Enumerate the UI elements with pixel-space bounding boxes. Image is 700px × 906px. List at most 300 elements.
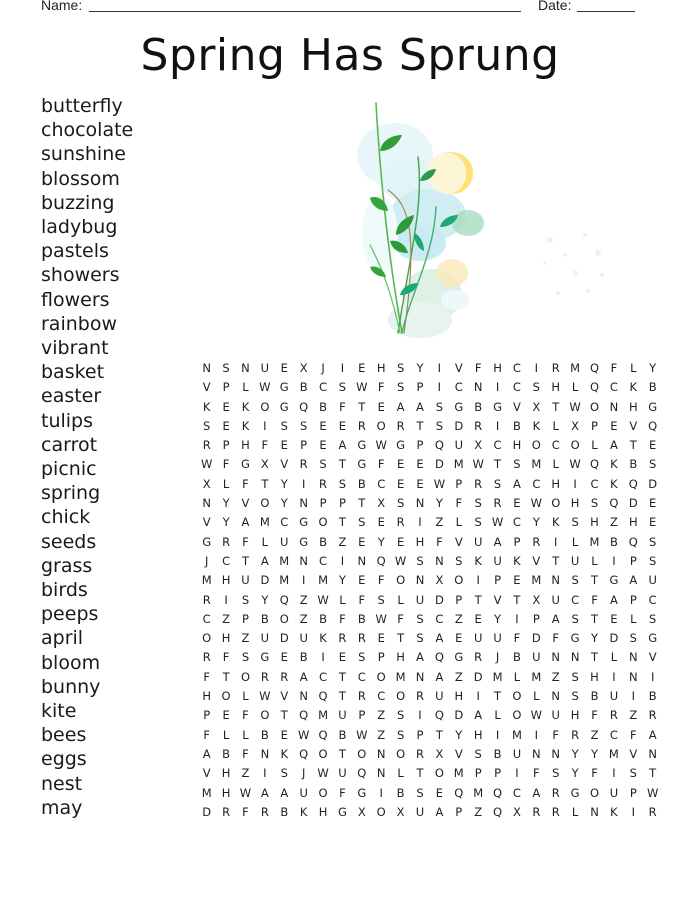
- grid-letter[interactable]: K: [610, 457, 618, 472]
- grid-letter[interactable]: K: [532, 418, 541, 433]
- grid-letter[interactable]: H: [551, 380, 561, 395]
- grid-letter[interactable]: P: [591, 418, 598, 433]
- grid-letter[interactable]: C: [648, 592, 657, 607]
- grid-letter[interactable]: P: [203, 708, 211, 723]
- grid-letter[interactable]: X: [532, 399, 541, 414]
- grid-letter[interactable]: S: [358, 515, 366, 530]
- grid-letter[interactable]: I: [534, 727, 539, 742]
- grid-letter[interactable]: W: [569, 399, 581, 414]
- grid-letter[interactable]: O: [589, 785, 600, 800]
- grid-letter[interactable]: N: [609, 399, 619, 414]
- grid-letter[interactable]: C: [512, 361, 521, 375]
- grid-letter[interactable]: N: [570, 650, 580, 665]
- grid-letter[interactable]: T: [358, 496, 366, 511]
- grid-letter[interactable]: U: [570, 553, 580, 568]
- grid-letter[interactable]: G: [299, 515, 309, 530]
- grid-letter[interactable]: S: [358, 650, 366, 665]
- grid-letter[interactable]: U: [493, 553, 502, 568]
- grid-letter[interactable]: B: [493, 746, 502, 761]
- grid-letter[interactable]: F: [552, 727, 560, 742]
- grid-letter[interactable]: Z: [299, 592, 308, 607]
- grid-letter[interactable]: Q: [299, 746, 309, 761]
- grid-letter[interactable]: M: [453, 457, 464, 472]
- grid-letter[interactable]: N: [551, 689, 561, 704]
- grid-letter[interactable]: H: [570, 496, 580, 511]
- grid-letter[interactable]: V: [629, 418, 638, 433]
- grid-letter[interactable]: U: [338, 708, 347, 723]
- grid-letter[interactable]: M: [608, 746, 619, 761]
- grid-letter[interactable]: A: [513, 476, 521, 491]
- grid-letter[interactable]: L: [533, 689, 540, 704]
- grid-letter[interactable]: Y: [590, 746, 599, 761]
- grid-letter[interactable]: R: [260, 804, 269, 819]
- grid-letter[interactable]: G: [493, 399, 503, 414]
- grid-letter[interactable]: E: [222, 708, 230, 723]
- grid-letter[interactable]: A: [435, 631, 444, 646]
- grid-letter[interactable]: U: [299, 785, 308, 800]
- grid-letter[interactable]: X: [357, 804, 366, 819]
- grid-letter[interactable]: D: [434, 457, 444, 472]
- grid-letter[interactable]: A: [435, 804, 444, 819]
- grid-letter[interactable]: T: [280, 708, 288, 723]
- grid-letter[interactable]: D: [260, 573, 270, 588]
- grid-letter[interactable]: R: [571, 727, 580, 742]
- grid-letter[interactable]: T: [397, 631, 405, 646]
- grid-letter[interactable]: F: [591, 708, 598, 723]
- name-blank-line[interactable]: [89, 11, 521, 12]
- grid-letter[interactable]: U: [338, 766, 347, 781]
- grid-letter[interactable]: A: [416, 399, 424, 414]
- grid-letter[interactable]: S: [435, 399, 444, 414]
- grid-letter[interactable]: P: [242, 611, 249, 626]
- grid-letter[interactable]: T: [338, 746, 346, 761]
- grid-letter[interactable]: R: [648, 804, 657, 819]
- grid-letter[interactable]: F: [339, 611, 346, 626]
- grid-letter[interactable]: R: [299, 457, 308, 472]
- grid-letter[interactable]: S: [299, 418, 308, 433]
- grid-letter[interactable]: I: [379, 785, 383, 800]
- grid-letter[interactable]: N: [260, 746, 270, 761]
- grid-letter[interactable]: S: [338, 380, 347, 395]
- grid-letter[interactable]: H: [493, 361, 502, 375]
- grid-letter[interactable]: Y: [571, 766, 579, 781]
- grid-letter[interactable]: E: [649, 515, 657, 530]
- grid-letter[interactable]: W: [433, 476, 446, 491]
- grid-letter[interactable]: Y: [494, 611, 502, 626]
- grid-letter[interactable]: S: [416, 785, 424, 800]
- grid-letter[interactable]: S: [338, 476, 347, 491]
- grid-letter[interactable]: B: [357, 611, 366, 626]
- grid-letter[interactable]: Z: [629, 708, 638, 723]
- grid-letter[interactable]: I: [650, 669, 655, 684]
- grid-letter[interactable]: T: [338, 457, 346, 472]
- grid-letter[interactable]: S: [455, 553, 463, 568]
- grid-letter[interactable]: G: [260, 650, 270, 665]
- grid-letter[interactable]: Q: [279, 592, 289, 607]
- grid-letter[interactable]: T: [494, 457, 502, 472]
- grid-letter[interactable]: S: [280, 418, 288, 433]
- grid-letter[interactable]: O: [570, 438, 580, 453]
- grid-letter[interactable]: F: [377, 457, 385, 472]
- grid-letter[interactable]: O: [318, 746, 328, 761]
- grid-letter[interactable]: F: [339, 785, 346, 800]
- grid-letter[interactable]: F: [455, 496, 463, 511]
- grid-letter[interactable]: A: [609, 438, 618, 453]
- grid-letter[interactable]: B: [319, 534, 327, 549]
- grid-letter[interactable]: Y: [435, 496, 443, 511]
- grid-letter[interactable]: F: [339, 399, 346, 414]
- grid-letter[interactable]: F: [591, 766, 598, 781]
- grid-letter[interactable]: P: [222, 380, 230, 395]
- grid-letter[interactable]: B: [474, 399, 483, 414]
- grid-letter[interactable]: E: [513, 496, 521, 511]
- grid-letter[interactable]: D: [628, 496, 638, 511]
- grid-letter[interactable]: H: [221, 631, 231, 646]
- grid-letter[interactable]: E: [649, 496, 657, 511]
- grid-letter[interactable]: S: [571, 515, 579, 530]
- grid-letter[interactable]: N: [299, 496, 308, 511]
- grid-letter[interactable]: A: [202, 746, 211, 761]
- grid-letter[interactable]: P: [629, 553, 637, 568]
- grid-letter[interactable]: T: [513, 592, 521, 607]
- grid-letter[interactable]: M: [453, 766, 464, 781]
- grid-letter[interactable]: M: [531, 457, 542, 472]
- grid-letter[interactable]: E: [610, 418, 618, 433]
- grid-letter[interactable]: I: [340, 553, 345, 568]
- grid-letter[interactable]: V: [648, 650, 657, 665]
- grid-letter[interactable]: C: [512, 785, 521, 800]
- grid-letter[interactable]: T: [338, 515, 346, 530]
- grid-letter[interactable]: W: [530, 708, 543, 723]
- grid-letter[interactable]: X: [513, 804, 521, 819]
- grid-letter[interactable]: S: [571, 669, 579, 684]
- grid-letter[interactable]: T: [435, 727, 443, 742]
- grid-letter[interactable]: Q: [434, 708, 444, 723]
- grid-letter[interactable]: P: [319, 496, 327, 511]
- grid-letter[interactable]: O: [512, 708, 522, 723]
- grid-letter[interactable]: M: [473, 785, 484, 800]
- grid-letter[interactable]: H: [376, 361, 386, 375]
- grid-letter[interactable]: T: [552, 553, 560, 568]
- grid-letter[interactable]: M: [201, 785, 212, 800]
- grid-letter[interactable]: S: [416, 611, 424, 626]
- grid-letter[interactable]: Z: [454, 669, 463, 684]
- grid-letter[interactable]: Y: [338, 573, 346, 588]
- grid-letter[interactable]: A: [435, 669, 444, 684]
- grid-letter[interactable]: H: [628, 515, 638, 530]
- grid-letter[interactable]: W: [259, 689, 271, 704]
- grid-letter[interactable]: I: [224, 592, 228, 607]
- grid-letter[interactable]: S: [571, 689, 579, 704]
- grid-letter[interactable]: Y: [649, 361, 657, 375]
- grid-letter[interactable]: I: [573, 476, 577, 491]
- grid-letter[interactable]: I: [340, 361, 345, 375]
- grid-letter[interactable]: K: [202, 399, 211, 414]
- grid-letter[interactable]: F: [533, 766, 540, 781]
- grid-letter[interactable]: C: [222, 553, 231, 568]
- grid-letter[interactable]: I: [612, 553, 616, 568]
- grid-letter[interactable]: G: [570, 631, 580, 646]
- grid-letter[interactable]: A: [493, 534, 502, 549]
- grid-letter[interactable]: D: [454, 418, 464, 433]
- grid-letter[interactable]: Z: [222, 611, 231, 626]
- grid-letter[interactable]: L: [571, 804, 579, 819]
- grid-letter[interactable]: A: [241, 515, 250, 530]
- grid-letter[interactable]: G: [648, 631, 658, 646]
- grid-letter[interactable]: P: [358, 708, 366, 723]
- grid-letter[interactable]: B: [396, 785, 405, 800]
- grid-letter[interactable]: L: [455, 515, 462, 530]
- grid-letter[interactable]: V: [513, 399, 521, 414]
- grid-letter[interactable]: S: [396, 708, 405, 723]
- grid-letter[interactable]: Q: [299, 708, 309, 723]
- grid-letter[interactable]: C: [319, 380, 328, 395]
- grid-letter[interactable]: O: [396, 573, 406, 588]
- grid-letter[interactable]: O: [221, 689, 231, 704]
- grid-letter[interactable]: L: [610, 650, 618, 665]
- grid-letter[interactable]: L: [630, 611, 637, 626]
- grid-letter[interactable]: U: [609, 785, 619, 800]
- grid-letter[interactable]: A: [532, 785, 541, 800]
- grid-letter[interactable]: B: [280, 804, 289, 819]
- grid-letter[interactable]: F: [513, 631, 521, 646]
- grid-letter[interactable]: X: [474, 438, 483, 453]
- grid-letter[interactable]: U: [473, 631, 483, 646]
- grid-letter[interactable]: H: [221, 785, 231, 800]
- grid-letter[interactable]: Y: [455, 727, 463, 742]
- grid-letter[interactable]: R: [648, 708, 657, 723]
- grid-letter[interactable]: Q: [434, 438, 444, 453]
- grid-letter[interactable]: S: [396, 380, 405, 395]
- grid-letter[interactable]: S: [416, 631, 424, 646]
- grid-letter[interactable]: E: [319, 438, 327, 453]
- grid-letter[interactable]: E: [280, 361, 288, 375]
- grid-letter[interactable]: R: [280, 669, 289, 684]
- grid-letter[interactable]: V: [532, 553, 541, 568]
- grid-letter[interactable]: N: [357, 553, 367, 568]
- grid-letter[interactable]: L: [494, 708, 501, 723]
- grid-letter[interactable]: E: [396, 534, 405, 549]
- grid-letter[interactable]: V: [202, 766, 211, 781]
- grid-letter[interactable]: T: [590, 650, 599, 665]
- grid-letter[interactable]: A: [260, 553, 269, 568]
- grid-letter[interactable]: I: [476, 573, 480, 588]
- grid-letter[interactable]: N: [551, 573, 561, 588]
- grid-letter[interactable]: T: [416, 418, 424, 433]
- grid-letter[interactable]: R: [319, 476, 328, 491]
- grid-letter[interactable]: A: [551, 611, 560, 626]
- grid-letter[interactable]: T: [358, 399, 366, 414]
- grid-letter[interactable]: F: [377, 573, 385, 588]
- grid-letter[interactable]: I: [631, 804, 635, 819]
- grid-letter[interactable]: E: [474, 611, 482, 626]
- grid-letter[interactable]: S: [629, 631, 637, 646]
- grid-letter[interactable]: U: [260, 631, 270, 646]
- grid-letter[interactable]: V: [241, 496, 250, 511]
- grid-letter[interactable]: B: [222, 746, 231, 761]
- grid-letter[interactable]: Z: [338, 534, 347, 549]
- grid-letter[interactable]: E: [416, 476, 424, 491]
- grid-letter[interactable]: M: [511, 727, 522, 742]
- grid-letter[interactable]: F: [436, 534, 443, 549]
- grid-letter[interactable]: T: [552, 399, 560, 414]
- grid-letter[interactable]: P: [416, 727, 424, 742]
- grid-letter[interactable]: P: [377, 650, 385, 665]
- grid-letter[interactable]: V: [202, 380, 211, 395]
- grid-letter[interactable]: N: [628, 650, 638, 665]
- grid-letter[interactable]: V: [202, 515, 211, 530]
- grid-letter[interactable]: E: [513, 573, 521, 588]
- grid-letter[interactable]: B: [513, 418, 521, 433]
- grid-letter[interactable]: S: [377, 592, 385, 607]
- grid-letter[interactable]: S: [474, 746, 482, 761]
- grid-letter[interactable]: Y: [222, 515, 230, 530]
- grid-letter[interactable]: Q: [318, 689, 328, 704]
- grid-letter[interactable]: X: [202, 476, 211, 491]
- grid-letter[interactable]: E: [455, 631, 463, 646]
- grid-letter[interactable]: T: [261, 476, 269, 491]
- grid-letter[interactable]: A: [609, 592, 618, 607]
- grid-letter[interactable]: G: [241, 457, 250, 472]
- grid-letter[interactable]: O: [531, 438, 541, 453]
- grid-letter[interactable]: B: [319, 611, 327, 626]
- grid-letter[interactable]: Q: [589, 457, 600, 472]
- grid-letter[interactable]: L: [397, 766, 404, 781]
- grid-letter[interactable]: W: [530, 496, 543, 511]
- grid-letter[interactable]: E: [338, 418, 347, 433]
- grid-letter[interactable]: O: [318, 515, 328, 530]
- grid-letter[interactable]: C: [319, 669, 328, 684]
- grid-letter[interactable]: P: [513, 534, 521, 549]
- grid-letter[interactable]: F: [358, 592, 366, 607]
- grid-letter[interactable]: Q: [589, 380, 600, 395]
- grid-letter[interactable]: I: [301, 573, 306, 588]
- grid-letter[interactable]: D: [454, 708, 464, 723]
- grid-letter[interactable]: N: [628, 669, 638, 684]
- grid-letter[interactable]: U: [473, 534, 483, 549]
- grid-letter[interactable]: L: [552, 418, 559, 433]
- grid-letter[interactable]: G: [279, 399, 289, 414]
- grid-letter[interactable]: W: [375, 438, 387, 453]
- grid-letter[interactable]: I: [263, 418, 267, 433]
- grid-letter[interactable]: Z: [377, 708, 386, 723]
- grid-letter[interactable]: G: [454, 399, 464, 414]
- grid-letter[interactable]: T: [474, 592, 482, 607]
- grid-letter[interactable]: P: [300, 438, 308, 453]
- grid-letter[interactable]: E: [396, 476, 405, 491]
- grid-letter[interactable]: H: [241, 438, 250, 453]
- grid-letter[interactable]: C: [319, 553, 328, 568]
- grid-letter[interactable]: B: [299, 650, 308, 665]
- grid-letter[interactable]: A: [338, 438, 347, 453]
- grid-letter[interactable]: L: [339, 592, 346, 607]
- grid-letter[interactable]: B: [319, 399, 327, 414]
- grid-letter[interactable]: D: [473, 669, 483, 684]
- grid-letter[interactable]: N: [415, 669, 425, 684]
- grid-letter[interactable]: O: [357, 746, 367, 761]
- grid-letter[interactable]: E: [649, 438, 657, 453]
- grid-letter[interactable]: M: [570, 361, 581, 375]
- grid-letter[interactable]: G: [396, 438, 406, 453]
- date-blank-line[interactable]: [577, 11, 635, 12]
- grid-letter[interactable]: C: [202, 611, 211, 626]
- grid-letter[interactable]: R: [609, 708, 618, 723]
- grid-letter[interactable]: T: [590, 611, 599, 626]
- grid-letter[interactable]: E: [358, 534, 366, 549]
- grid-letter[interactable]: M: [279, 553, 290, 568]
- grid-letter[interactable]: B: [648, 689, 657, 704]
- grid-letter[interactable]: Q: [628, 534, 638, 549]
- grid-letter[interactable]: R: [474, 476, 483, 491]
- grid-letter[interactable]: V: [454, 534, 463, 549]
- grid-letter[interactable]: H: [628, 399, 638, 414]
- grid-letter[interactable]: I: [515, 611, 519, 626]
- grid-letter[interactable]: E: [435, 785, 444, 800]
- grid-letter[interactable]: A: [396, 399, 405, 414]
- grid-letter[interactable]: X: [571, 418, 580, 433]
- grid-letter[interactable]: E: [358, 573, 366, 588]
- grid-letter[interactable]: E: [319, 418, 327, 433]
- grid-letter[interactable]: K: [551, 515, 560, 530]
- grid-letter[interactable]: M: [531, 573, 542, 588]
- grid-letter[interactable]: W: [239, 785, 252, 800]
- grid-letter[interactable]: L: [397, 592, 404, 607]
- grid-letter[interactable]: I: [418, 515, 422, 530]
- grid-letter[interactable]: Q: [357, 766, 367, 781]
- grid-letter[interactable]: G: [609, 573, 619, 588]
- grid-letter[interactable]: S: [513, 457, 521, 472]
- grid-letter[interactable]: Z: [377, 727, 386, 742]
- grid-letter[interactable]: S: [241, 592, 250, 607]
- grid-letter[interactable]: A: [648, 727, 657, 742]
- grid-letter[interactable]: N: [299, 553, 308, 568]
- grid-letter[interactable]: L: [513, 669, 521, 684]
- grid-letter[interactable]: B: [338, 727, 347, 742]
- grid-letter[interactable]: O: [396, 746, 406, 761]
- grid-letter[interactable]: U: [512, 746, 522, 761]
- grid-letter[interactable]: S: [571, 611, 579, 626]
- grid-letter[interactable]: L: [591, 438, 598, 453]
- grid-letter[interactable]: N: [376, 746, 386, 761]
- grid-letter[interactable]: K: [241, 418, 250, 433]
- grid-letter[interactable]: Y: [532, 515, 540, 530]
- grid-letter[interactable]: G: [299, 534, 309, 549]
- grid-letter[interactable]: B: [513, 650, 521, 665]
- grid-letter[interactable]: R: [415, 689, 424, 704]
- grid-letter[interactable]: W: [201, 457, 213, 472]
- grid-letter[interactable]: E: [280, 650, 288, 665]
- grid-letter[interactable]: Y: [377, 534, 385, 549]
- grid-letter[interactable]: U: [280, 534, 289, 549]
- grid-letter[interactable]: Z: [551, 669, 560, 684]
- grid-letter[interactable]: W: [472, 457, 484, 472]
- grid-letter[interactable]: O: [589, 399, 600, 414]
- grid-letter[interactable]: C: [435, 611, 444, 626]
- grid-letter[interactable]: I: [554, 534, 558, 549]
- grid-letter[interactable]: H: [415, 534, 425, 549]
- grid-letter[interactable]: B: [260, 611, 269, 626]
- grid-letter[interactable]: K: [280, 746, 289, 761]
- grid-letter[interactable]: R: [357, 418, 366, 433]
- grid-letter[interactable]: F: [242, 534, 249, 549]
- grid-letter[interactable]: X: [435, 746, 444, 761]
- grid-letter[interactable]: I: [301, 476, 306, 491]
- grid-letter[interactable]: K: [610, 476, 618, 491]
- grid-letter[interactable]: W: [317, 592, 329, 607]
- grid-letter[interactable]: I: [437, 380, 442, 395]
- grid-letter[interactable]: M: [531, 669, 542, 684]
- grid-letter[interactable]: P: [455, 592, 463, 607]
